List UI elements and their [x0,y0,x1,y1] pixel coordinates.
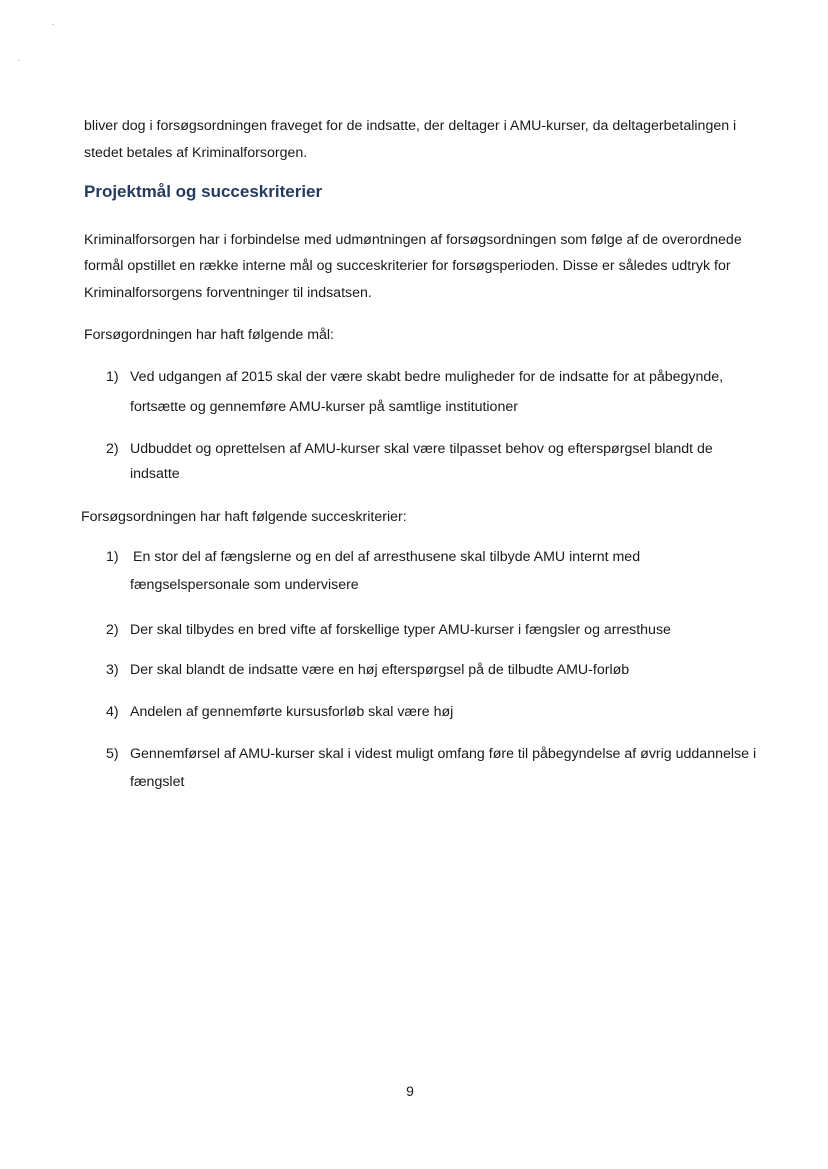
goal-number: 2) [106,441,119,457]
criterion-text-line-1: En stor del af fængslerne og en del af arresthusene skal tilbyde AMU internt med [133,549,641,565]
scan-speck [18,60,20,61]
goal-text-line-2: fortsætte og gennemføre AMU-kurser på samtlige institutioner [130,399,518,415]
page-number: 9 [406,1083,414,1099]
goal-text-line-2: indsatte [130,466,180,482]
criterion-number: 3) [106,662,119,678]
criterion-text-line-2: fængslet [130,774,185,790]
intro-line-1: bliver dog i forsøgsordningen fraveget for de indsatte, der deltager i AMU-kurser, da deltagerbetalingen i [84,118,737,134]
paragraph-line-3: Kriminalforsorgens forventninger til indsatsen. [84,285,372,301]
paragraph-line-2: formål opstillet en række interne mål og succeskriterier for forsøgsperioden. Disse er således udtryk for [84,258,731,274]
goal-text-line-1: Ved udgangen af 2015 skal der være skabt bedre muligheder for de indsatte for at påbegynde, [130,369,724,385]
criterion-text-line-1: Gennemførsel af AMU-kurser skal i videst muligt omfang føre til påbegyndelse af øvrig uddannelse i [130,746,757,762]
criterion-number: 2) [106,622,119,638]
intro-line-2: stedet betales af Kriminalforsorgen. [84,145,308,161]
criterion-number: 5) [106,746,119,762]
criteria-intro: Forsøgsordningen har haft følgende succeskriterier: [81,509,407,525]
criterion-text-line-1: Der skal tilbydes en bred vifte af forskellige typer AMU-kurser i fængsler og arresthuse [130,622,671,638]
criterion-number: 4) [106,704,119,720]
criterion-text-line-1: Andelen af gennemførte kursusforløb skal være høj [130,704,454,720]
scan-speck [52,24,54,25]
paragraph-line-1: Kriminalforsorgen har i forbindelse med udmøntningen af forsøgsordningen som følge af de overordnede [84,232,742,248]
criterion-text-line-2: fængselspersonale som undervisere [130,577,359,593]
goal-text-line-1: Udbuddet og oprettelsen af AMU-kurser skal være tilpasset behov og efterspørgsel blandt de [130,441,713,457]
criterion-number: 1) [106,549,119,565]
section-heading: Projektmål og succeskriterier [84,182,323,201]
goals-intro: Forsøgordningen har haft følgende mål: [84,327,334,343]
goal-number: 1) [106,369,119,385]
criterion-text-line-1: Der skal blandt de indsatte være en høj efterspørgsel på de tilbudte AMU-forløb [130,662,630,678]
